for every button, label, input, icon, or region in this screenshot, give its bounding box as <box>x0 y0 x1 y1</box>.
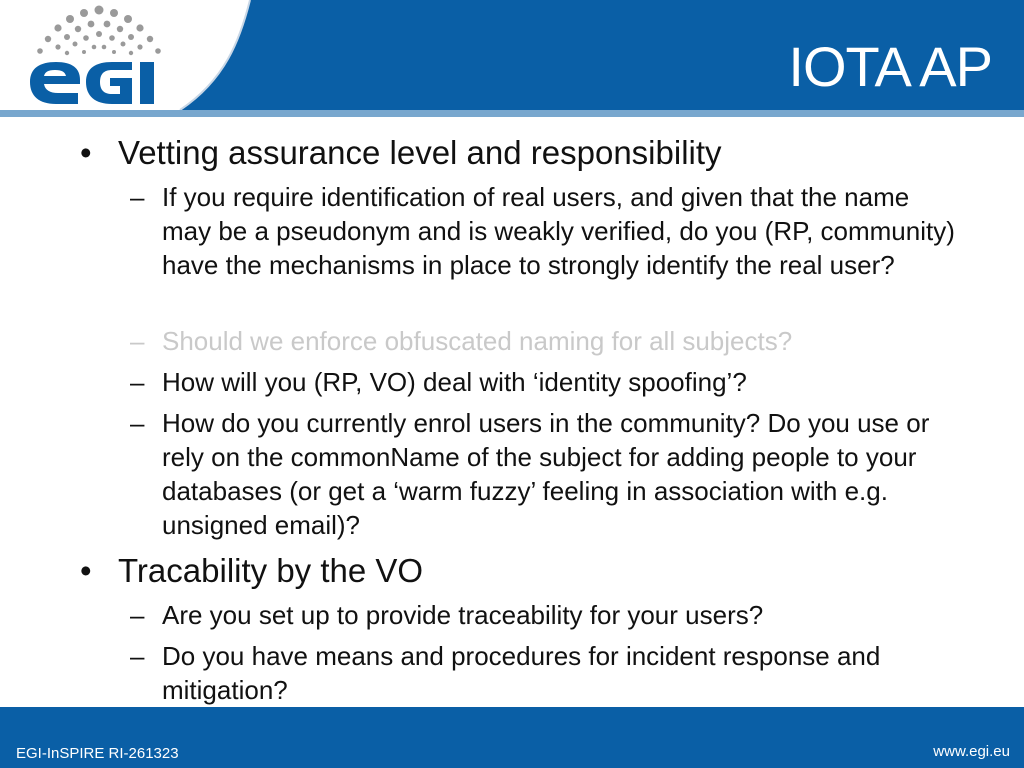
dash-glyph: – <box>130 408 145 438</box>
header-stripe <box>0 110 1024 117</box>
sub-item <box>130 365 960 399</box>
dash-glyph: – <box>130 326 145 356</box>
egi-logo-icon <box>24 4 174 108</box>
slide-footer <box>0 707 1024 768</box>
website-url: www.egi.eu <box>933 743 1010 760</box>
project-id: EGI-InSPIRE RI-261323 <box>16 745 179 762</box>
sub-item-text: If you require identification of real users, and given that the name may be a pseudonym and is weakly verified, do you (RP, community) have the mechanisms in place to strongly identify the real user? <box>162 182 955 280</box>
sub-item <box>130 406 960 542</box>
sub-item-text: Should we enforce obfuscated naming for all subjects? <box>162 326 793 356</box>
dash-glyph: – <box>130 641 145 671</box>
sub-item <box>130 180 960 282</box>
sub-item-faded <box>130 324 960 358</box>
bullet-heading: Vetting assurance level and responsibility <box>118 134 722 171</box>
slide-title: IOTA AP <box>788 35 992 98</box>
bullet-glyph: • <box>80 552 92 589</box>
sub-item-text: How will you (RP, VO) deal with ‘identity spoofing’? <box>162 367 747 397</box>
dash-glyph: – <box>130 367 145 397</box>
dash-glyph: – <box>130 600 145 630</box>
bullet-glyph: • <box>80 134 92 171</box>
sub-item-text: Are you set up to provide traceability for your users? <box>162 600 764 630</box>
sub-item-text: Do you have means and procedures for incident response and mitigation? <box>162 641 881 705</box>
sub-item <box>130 639 960 707</box>
dash-glyph: – <box>130 182 145 212</box>
bullet-heading: Tracability by the VO <box>118 552 424 589</box>
sub-item-text: How do you currently enrol users in the community? Do you use or rely on the commonName of the subject for adding people to your databases (or get a ‘warm fuzzy’ feeling in association with e.g. unsigned email)? <box>162 408 930 540</box>
slide-header <box>0 0 1024 117</box>
sub-item <box>130 598 960 632</box>
